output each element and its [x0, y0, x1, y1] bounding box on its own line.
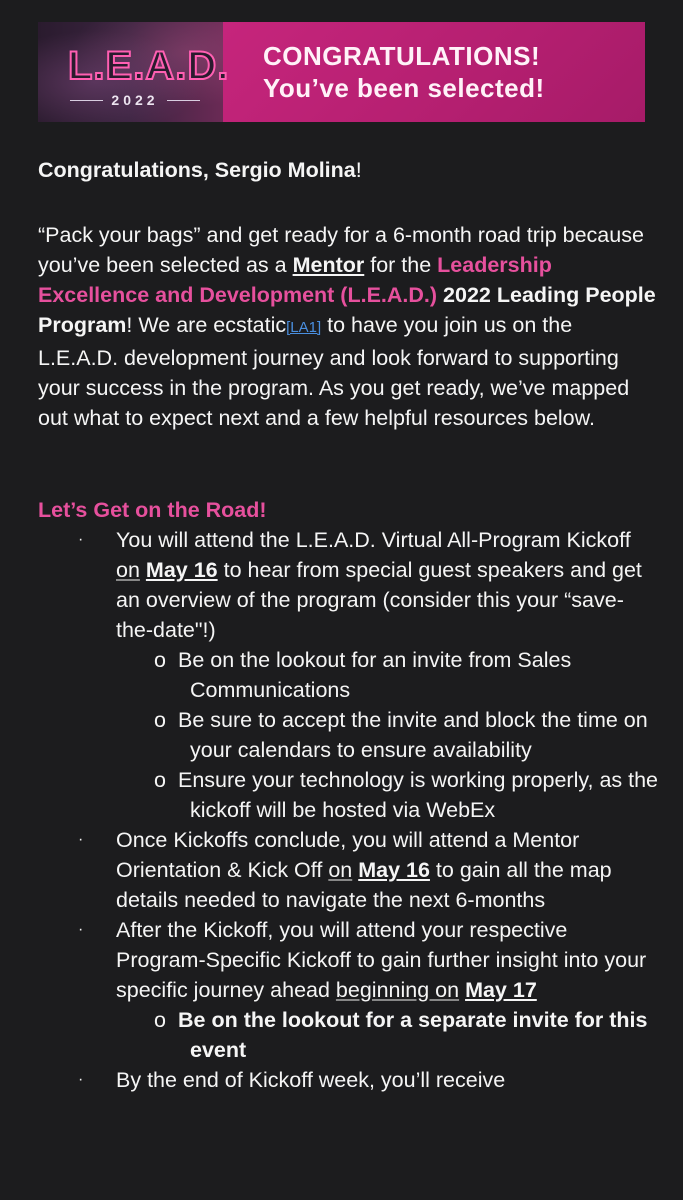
list-item-text: By the end of Kickoff week, you’ll receive: [116, 1068, 506, 1092]
circle-bullet-icon: o: [154, 648, 166, 672]
sub-item-text: Be on the lookout for an invite from Sales Communications: [178, 648, 572, 702]
date-may-16: May 16: [145, 558, 218, 582]
list-item: [38, 825, 658, 915]
list-item-text: to hear from special guest speakers and get an overview of the program (consider this your “save-the-date"!): [116, 558, 642, 642]
agenda-list: [38, 525, 658, 1095]
list-item: [38, 915, 658, 1005]
sub-list-item: [38, 705, 658, 765]
logo-line-right: [167, 100, 200, 101]
bullet-icon: ·: [78, 1071, 84, 1088]
lead-logo: [38, 22, 230, 122]
list-item-text: to gain all the map details needed to navigate the next 6-months: [116, 858, 612, 912]
intro-text-3: ! We are ecstatic: [126, 313, 287, 337]
logo-year: 2022: [111, 92, 159, 108]
sub-item-text: Be on the lookout for a separate invite for this event: [178, 1008, 648, 1062]
bullet-icon: ·: [78, 831, 84, 848]
sub-item-text: Ensure your technology is working properly, as the kickoff will be hosted via WebEx: [178, 768, 659, 822]
list-item: [38, 525, 658, 645]
bullet-icon: ·: [78, 921, 84, 938]
program-name: Leadership Excellence and Development (L.E.A.D.): [38, 253, 552, 307]
intro-paragraph: [38, 220, 658, 433]
list-item-text: Once Kickoffs conclude, you will attend a Mentor Orientation & Kick Off: [116, 828, 580, 882]
section-title: Let’s Get on the Road!: [38, 498, 267, 522]
comment-reference-link[interactable]: [LA1]: [286, 319, 322, 336]
date-may-16: May 16: [358, 858, 430, 882]
logo-text: L.E.A.D.: [68, 44, 230, 88]
program-year: 2022 Leading People Program: [38, 283, 656, 337]
banner-title-line2: You’ve been selected!: [263, 73, 545, 103]
bullet-icon: ·: [78, 531, 84, 548]
list-item-on: on: [328, 858, 353, 882]
intro-text-4: to have you join us on the L.E.A.D. development journey and look forward to supporting your success in the program. As you get ready, we’ve mapped out what to expect next and a few helpful resources below.: [38, 313, 630, 430]
greeting: [38, 155, 658, 185]
date-may-17: May 17: [465, 978, 537, 1002]
list-item-text: After the Kickoff, you will attend your respective Program-Specific Kickoff to gain further insight into your specific journey ahead: [116, 918, 647, 1002]
role-mentor: Mentor: [292, 253, 365, 277]
sub-list-item: [38, 1005, 658, 1065]
circle-bullet-icon: o: [154, 768, 166, 792]
intro-text-2: for the: [364, 253, 438, 277]
greeting-punct: !: [355, 158, 362, 182]
list-item-on: on: [116, 558, 140, 582]
banner-title-line1: CONGRATULATIONS!: [263, 41, 541, 71]
sub-list-item: [38, 765, 658, 825]
list-item-beginning: beginning on: [335, 978, 460, 1002]
list-item-text: You will attend the L.E.A.D. Virtual All-Program Kickoff: [116, 528, 631, 552]
greeting-name: Congratulations, Sergio Molina: [38, 158, 356, 182]
intro-text-1: “Pack your bags” and get ready for a 6-month road trip because you’ve been selected as a: [38, 223, 644, 277]
email-body: [38, 155, 659, 1092]
banner-message: [223, 22, 645, 122]
circle-bullet-icon: o: [154, 708, 166, 732]
sub-list-item: [38, 645, 658, 705]
list-item: [38, 1065, 658, 1095]
logo-year-row: [70, 92, 200, 108]
header-banner: [38, 22, 645, 122]
logo-line-left: [70, 100, 103, 101]
sub-item-text: Be sure to accept the invite and block the time on your calendars to ensure availability: [178, 708, 648, 762]
circle-bullet-icon: o: [154, 1008, 166, 1032]
